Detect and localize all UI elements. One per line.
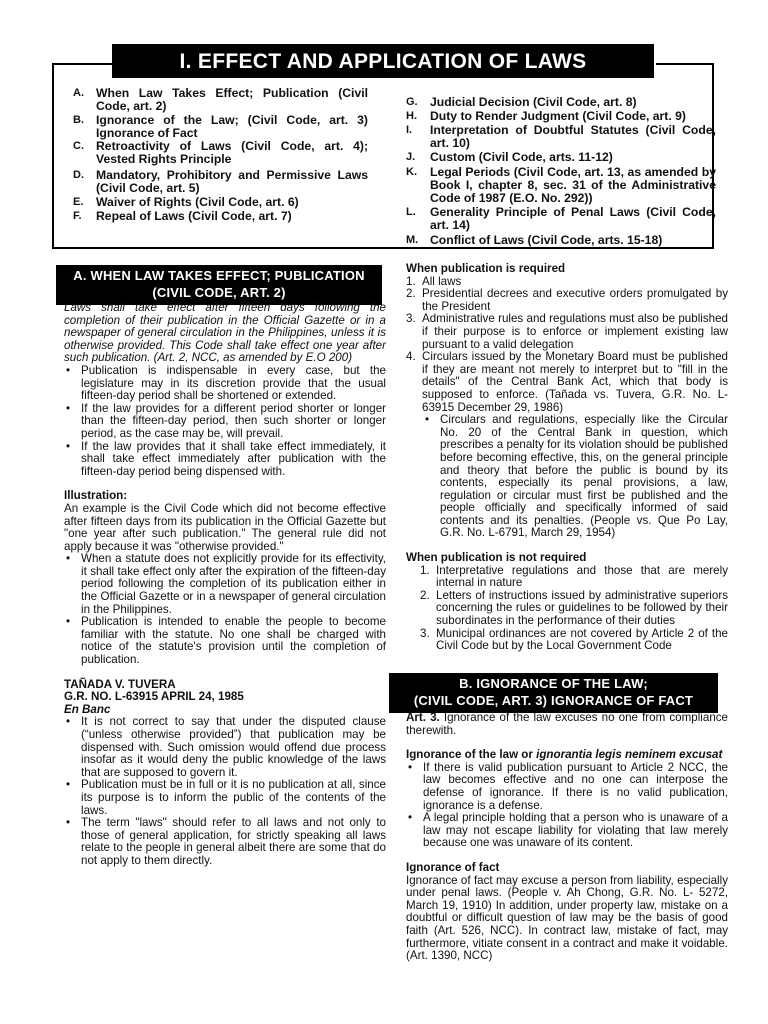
list-item: • The term "laws" should refer to all laws and not only to those of general application, for strictly speaking all laws relate to the people in general albeit there are some that do not apply to them directly.: [64, 817, 386, 867]
list-item: 2. Presidential decrees and executive orders promulgated by the President: [406, 287, 728, 313]
section-b-heading: B. IGNORANCE OF THE LAW; (CIVIL CODE, ART. 3) IGNORANCE OF FACT: [389, 673, 718, 713]
list-item: 4. Circulars issued by the Monetary Board must be published if they are meant not merely to interpret but to "fill in the details" of the Central Bank Act, which that body is supposed to enforce. (Tañada vs. Tuvera, G.R. No. L-63915 December 29, 1986): [406, 350, 728, 414]
publication-required-title: When publication is required: [406, 262, 566, 275]
ignorance-law-title: Ignorance of the law or ignorantia legis neminem excusat: [406, 748, 723, 762]
illustration-text: An example is the Civil Code which did not become effective after fifteen days from its publication in the Official Gazette but "one year after such publication." The general rule did not apply because it was "otherwise provided.": [64, 501, 386, 553]
list-item: • If the law provides that it shall take effect immediately, it shall take effect immediately after publication with the fifteen-day period being dispensed with.: [64, 441, 386, 479]
list-item: • When a statute does not explicitly provide for its effectivity, it shall take effect only after the expiration of the fifteen-day period following the completion of its publication either in the Official Gazette or in a newspaper of general circulation in the Philippines.: [64, 553, 386, 616]
right-column-top: [406, 263, 728, 653]
article-3-text: Art. 3. Ignorance of the law excuses no one from compliance therewith.: [406, 711, 729, 737]
chapter-banner: I. EFFECT AND APPLICATION OF LAWS: [112, 44, 654, 78]
case-number: G.R. NO. L-63915 APRIL 24, 1985: [64, 690, 244, 704]
list-item: 2. Letters of instructions issued by administrative superiors concerning the rules or guidelines to be followed by their subordinates in the performance of their duties: [420, 588, 728, 628]
ignorance-fact-text: Ignorance of fact may excuse a person from liability, especially under penal laws. (People v. Ah Chong, G.R. No. L- 5272, March 19, 1910) In addition, under property law, mistake on a doubtful or difficult question of law may be the basis of good faith (Art. 526, NCC). In contract law, mistake of fact, may furthermore, vitiate consent in a contract and make it voidable. (Art. 1390, NCC): [406, 873, 728, 963]
list-item: • A legal principle holding that a person who is unaware of a law may not escape liability for violating that law merely because one was unaware of its content.: [406, 812, 728, 850]
list-item: 3. Administrative rules and regulations must also be published if their purpose is to enforce or implement existing law pursuant to a valid delegation: [406, 312, 728, 351]
list-item: • Publication must be in full or it is no publication at all, since its purpose is to inform the public of the contents of the laws.: [64, 779, 386, 817]
list-item: • Circulars and regulations, especially like the Circular No. 20 of the Central Bank in question, which prescribes a penalty for its violation should be published before becoming effective, this, on the general principle and theory that before the public is bound by its contents, especially its penal provisions, a law, regulation or circular must first be published and the people officially and specifically informed of said contents and its penalties. (People vs. Que Po Lay, G.R. No. L-6791, March 29, 1954): [423, 414, 728, 540]
section-a-heading: A. WHEN LAW TAKES EFFECT; PUBLICATION (CIVIL CODE, ART. 2): [56, 265, 382, 305]
list-item: 3. Municipal ordinances are not covered by Article 2 of the Civil Code but by the Local Government Code: [420, 626, 728, 653]
illustration-title: Illustration:: [64, 489, 128, 503]
right-column-bottom: [406, 712, 728, 963]
list-item: • It is not correct to say that under the disputed clause (“unless otherwise provided”) that publication may be dispensed with. Such omission would offend due process insofar as it would deny the public knowledge of the laws that are supposed to govern it.: [64, 716, 386, 779]
case-title: TAÑADA V. TUVERA: [64, 677, 176, 691]
toc-right: G. Judicial Decision (Civil Code, art. 8) H. Duty to Render Judgment (Civil Code, art. 9) I. Interpretation of Doubtful Statutes (Civil Code, art. 10) J. Custom (Civil Code, arts. 11-12) K. Legal Periods (Civil Code, art. 13, as amended by Book I, chapter 8, sec. 31 of the Administrative Code of 1987 (E.O. No. 292)) L. Generality Principle of Penal Laws (Civil Code, art. 14) M. Conflict of Laws (Civil Code, arts. 15-18): [406, 95, 716, 247]
list-item: 1. All laws: [406, 274, 462, 288]
ignorance-fact-title: Ignorance of fact: [406, 860, 500, 874]
list-item: • Publication is intended to enable the people to become familiar with the statute. No one shall be charged with notice of the statute's provision until the completion of publication.: [64, 616, 386, 666]
list-item: 1. Interpretative regulations and those that are merely internal in nature: [420, 563, 728, 590]
left-column: [64, 302, 386, 868]
publication-not-required-title: When publication is not required: [406, 551, 587, 565]
list-item: • If the law provides for a different period shorter or longer than the fifteen-day period, then such shorter or longer period, as the case may be, will prevail.: [64, 403, 386, 441]
toc-left: A. When Law Takes Effect; Publication (Civil Code, art. 2) B. Ignorance of the Law; (Civil Code, art. 3) Ignorance of Fact C. Retroactivity of Laws (Civil Code, art. 4); Vested Rights Principle D. Mandatory, Prohibitory and Permissive Laws (Civil Code, art. 5) E. Waiver of Rights (Civil Code, art. 6) F. Repeal of Laws (Civil Code, art. 7): [73, 86, 368, 223]
case-court: En Banc: [64, 702, 111, 716]
list-item: • If there is valid publication pursuant to Article 2 NCC, the law becomes effective and no one can interpose the defense of ignorance. If there is no valid publication, ignorance is a defense.: [406, 762, 728, 812]
list-item: • Publication is indispensable in every case, but the legislature may in its discretion provide that the usual fifteen-day period shall be shortened or extended.: [64, 365, 386, 403]
article-2-quote: Laws shall take effect after fifteen days following the completion of their publication in the Official Gazette or in a newspaper of general circulation in the Philippines, unless it is otherwise provided. This Code shall take effect one year after such publication. (Art. 2, NCC, as amended by E.O 200): [64, 301, 386, 365]
